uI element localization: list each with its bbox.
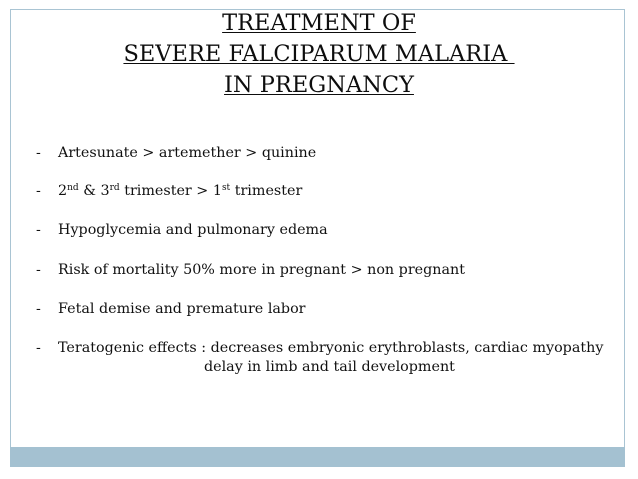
bullet-item-5 <box>36 300 306 318</box>
superscript-st: st <box>221 183 231 193</box>
bullet-marker: - <box>36 145 41 161</box>
bullet-text-4: Risk of mortality 50% more in pregnant > non pregnant <box>58 262 465 278</box>
bullet-text-2-part1: 2 <box>58 183 68 199</box>
superscript-nd: nd <box>67 183 79 193</box>
bullet-item-3 <box>36 221 328 239</box>
bullet-text-6: Teratogenic effects : decreases embryonic erythroblasts, cardiac myopathy <box>58 340 604 356</box>
bullet-item-4 <box>36 261 465 279</box>
bullet-text-2-part4: trimester <box>230 183 303 199</box>
superscript-rd: rd <box>109 183 120 193</box>
slide-title <box>0 8 638 101</box>
bullet-text-6-continuation: delay in limb and tail development <box>204 359 455 375</box>
bullet-marker: - <box>36 222 41 238</box>
title-line-1: TREATMENT OF <box>222 10 416 36</box>
bullet-marker: - <box>36 301 41 317</box>
bullet-text-2-part3: trimester > 1 <box>119 183 222 199</box>
bullet-text-1: Artesunate > artemether > quinine <box>58 145 317 161</box>
slide-bottom-bar <box>10 447 625 467</box>
bullet-item-1 <box>36 144 316 162</box>
title-line-3: IN PREGNANCY <box>224 72 414 98</box>
title-line-2: SEVERE FALCIPARUM MALARIA <box>123 41 515 67</box>
bullet-item-2 <box>36 182 302 200</box>
bullet-item-6 <box>36 339 603 357</box>
bullet-text-3: Hypoglycemia and pulmonary edema <box>58 222 328 238</box>
bullet-text-5: Fetal demise and premature labor <box>58 301 306 317</box>
bullet-marker: - <box>36 262 41 278</box>
bullet-marker: - <box>36 340 41 356</box>
bullet-marker: - <box>36 183 41 199</box>
bullet-text-2-part2: & 3 <box>78 183 110 199</box>
